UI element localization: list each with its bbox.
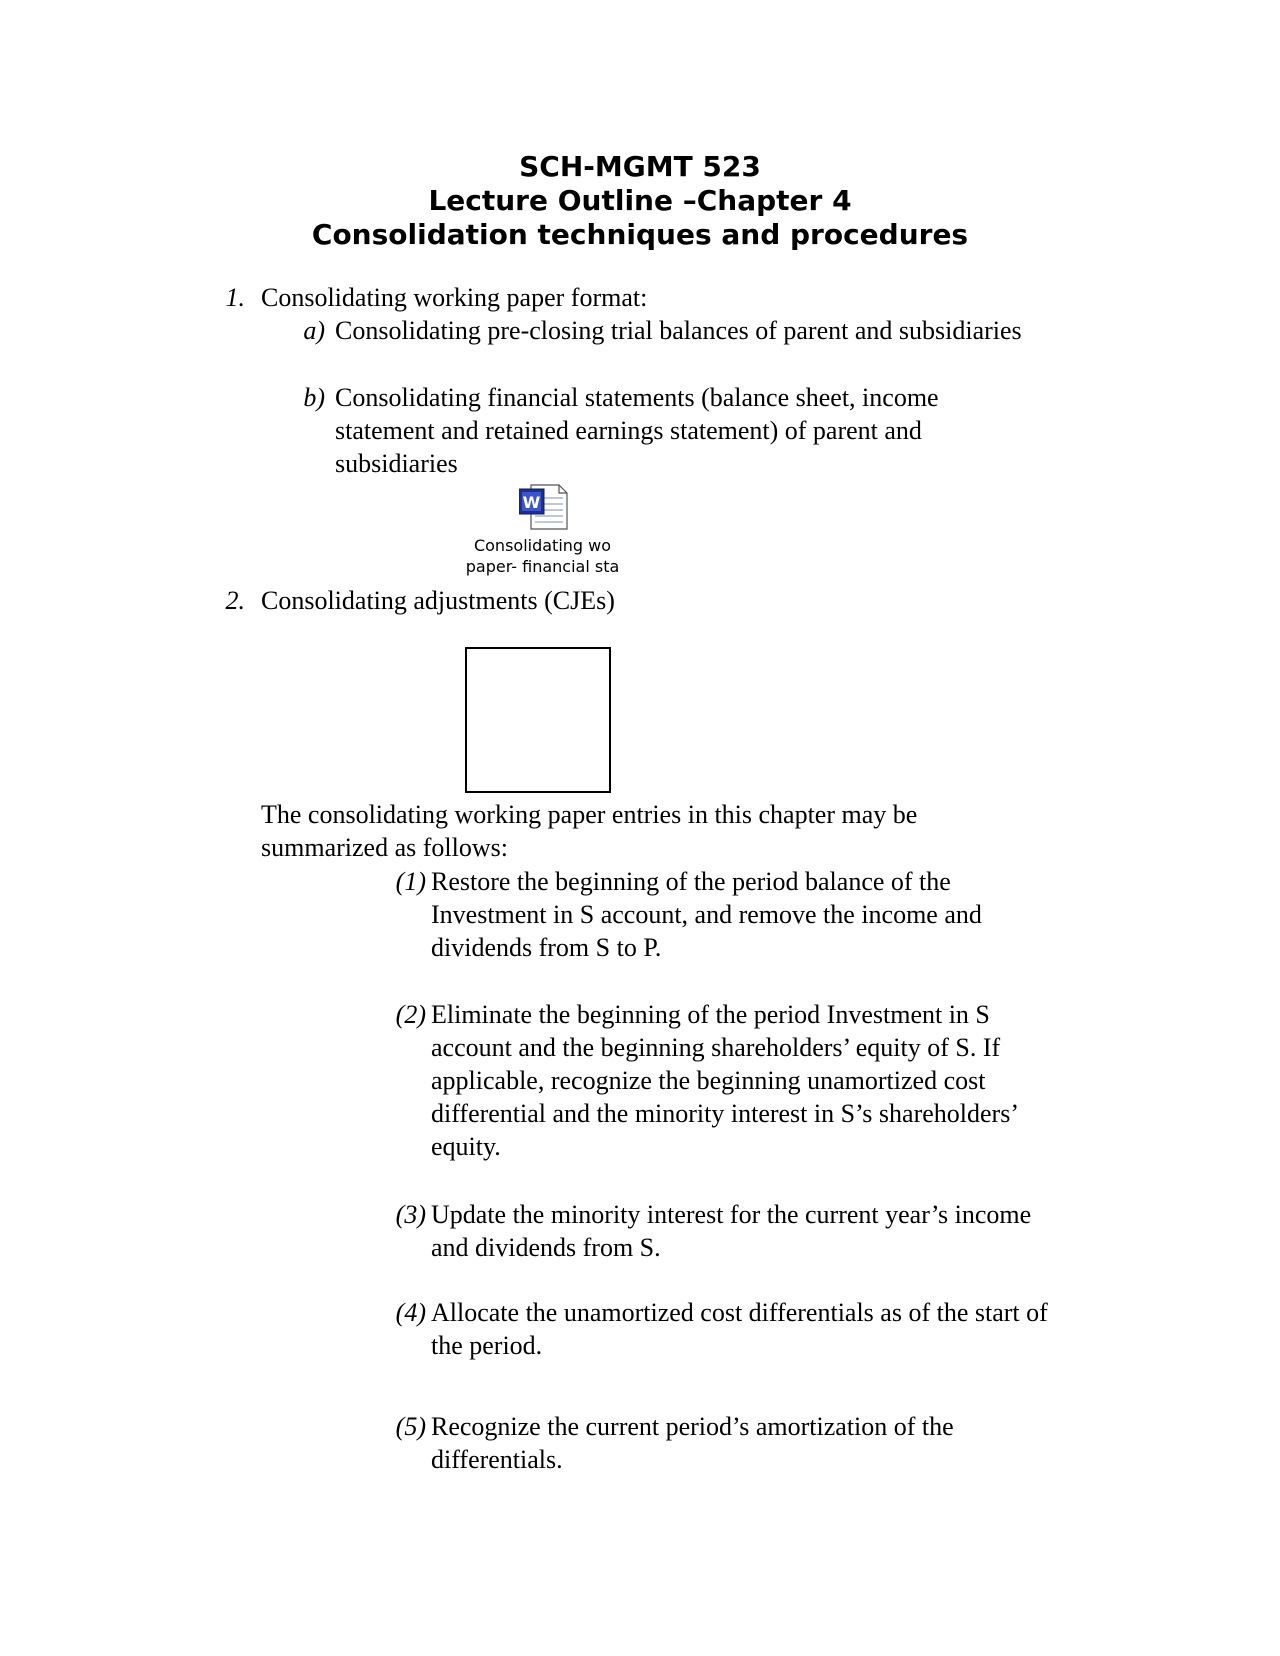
embedded-object-placeholder[interactable] — [465, 647, 611, 793]
attachment-caption-line-2: paper- financial sta — [465, 557, 620, 576]
section-2-title: Consolidating adjustments (CJEs) — [261, 586, 615, 615]
entry-5-text: Recognize the current period’s amortization of the differentials. — [431, 1412, 954, 1474]
section-2-marker: 2. — [225, 586, 245, 615]
section-1-marker: 1. — [225, 283, 245, 312]
word-document-icon[interactable] — [519, 484, 569, 530]
item-a-text: Consolidating pre-closing trial balances of parent and subsidiaries — [335, 316, 1022, 345]
entry-3-text: Update the minority interest for the current year’s income and dividends from S. — [431, 1200, 1032, 1262]
attachment-caption-line-1: Consolidating wo — [473, 536, 612, 555]
item-b-marker: b) — [303, 383, 325, 412]
entries-intro: The consolidating working paper entries in this chapter may be summarized as follows: — [261, 800, 918, 862]
item-a-marker: a) — [303, 316, 325, 345]
topic-title: Consolidation techniques and procedures — [311, 218, 969, 251]
item-b-text: Consolidating financial statements (balance sheet, income statement and retained earnings statement) of parent and subsidiaries — [335, 383, 939, 478]
entry-3-marker: (3) — [395, 1200, 426, 1229]
entry-4-marker: (4) — [395, 1298, 426, 1327]
attachment-caption[interactable] — [460, 535, 625, 577]
course-code: SCH-MGMT 523 — [519, 150, 761, 183]
entry-2-text: Eliminate the beginning of the period Investment in S account and the beginning shareholders’ equity of S. If applicable, recognize the beginning unamortized cost differential and the minority interest in S’s shareholders’ equity. — [431, 1000, 1018, 1161]
document-title — [0, 150, 1280, 252]
section-1-title: Consolidating working paper format: — [261, 283, 648, 312]
lecture-title: Lecture Outline –Chapter 4 — [428, 184, 852, 217]
entry-2-marker: (2) — [395, 1000, 426, 1029]
entry-4-text: Allocate the unamortized cost differentials as of the start of the period. — [431, 1298, 1048, 1360]
entry-1-text: Restore the beginning of the period balance of the Investment in S account, and remove the income and dividends from S to P. — [431, 867, 982, 962]
entry-5-marker: (5) — [395, 1412, 426, 1441]
entry-1-marker: (1) — [395, 867, 426, 896]
svg-text:W: W — [522, 493, 541, 512]
